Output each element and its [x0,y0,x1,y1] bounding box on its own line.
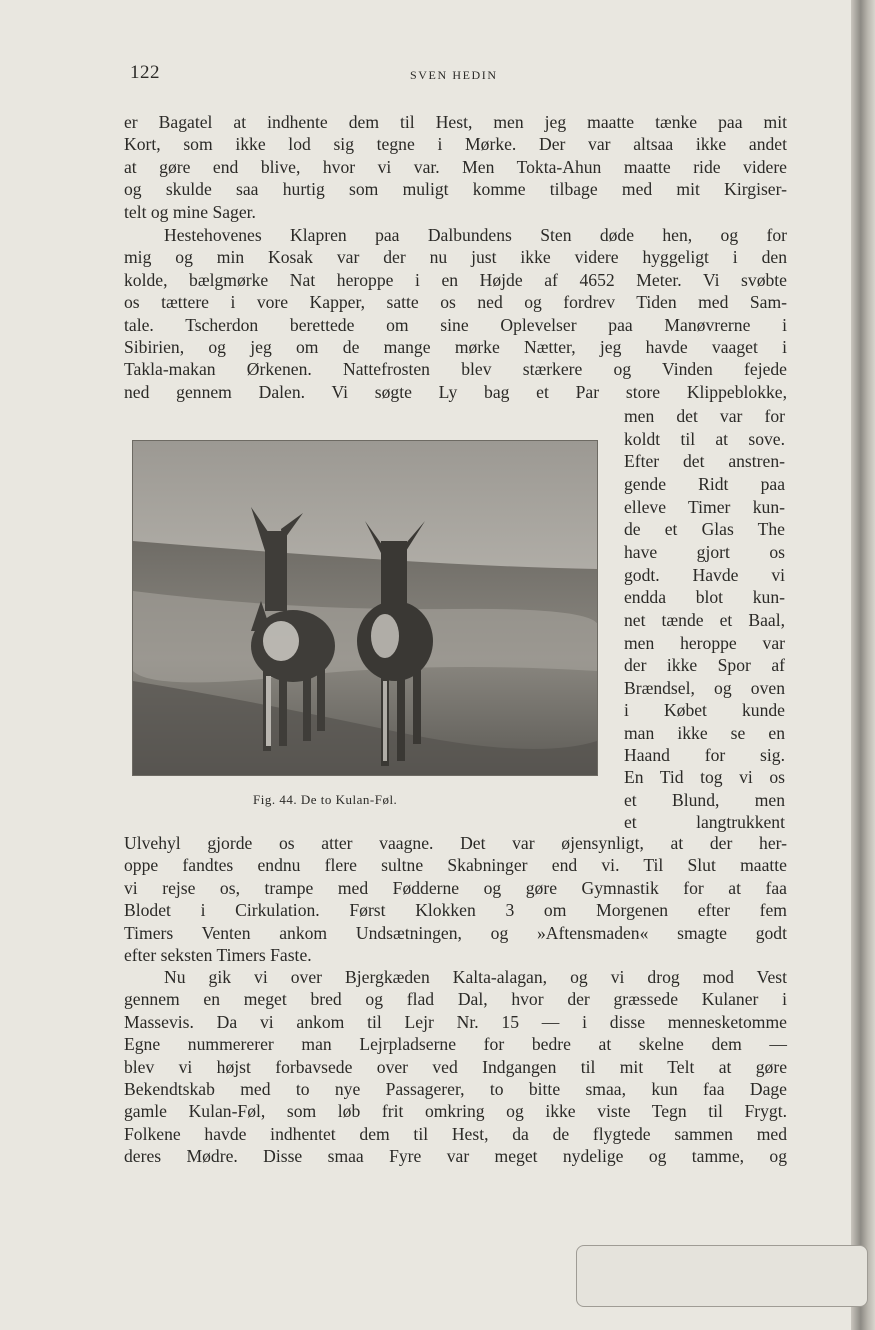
text-line: Folkene havde indhentet dem til Hest, da de flygtede sammen med [124,1123,787,1144]
text-line: Kort, som ikke lod sig tegne i Mørke. Der var altsaa ikke andet [124,134,787,155]
text-line: Blodet i Cirkulation. Først Klokken 3 om Morgenen efter fem [124,900,787,921]
column-line: have gjort os [624,542,785,562]
page-header [130,62,790,86]
text-line: deres Mødre. Disse smaa Fyre var meget nydelige og tamme, og [124,1146,787,1167]
text-line: ned gennem Dalen. Vi søgte Ly bag et Par store Klippeblokke, [124,381,787,402]
column-line: gende Ridt paa [624,474,785,494]
photo-illustration [133,441,597,775]
text-line: blev vi højst forbavsede over ved Indgangen til mit Telt at gøre [124,1056,787,1077]
text-line: Takla-makan Ørkenen. Nattefrosten blev stærkere og Vinden fejede [124,359,787,380]
text-line: Ulvehyl gjorde os atter vaagne. Det var øjensynligt, at der her- [124,833,787,853]
column-line: man ikke se en [624,723,785,743]
column-line: Haand for sig. [624,745,785,765]
figure-caption: Fig. 44. De to Kulan-Føl. [253,792,398,807]
page-number: 122 [130,62,160,83]
text-line: vi rejse os, trampe med Fødderne og gøre Gymnastik for at faa [124,877,787,898]
text-line: telt og mine Sager. [124,201,256,222]
column-line: godt. Havde vi [624,565,785,585]
paragraph-3 [124,966,787,1168]
text-line: Bekendtskab med to nye Passagerer, to bitte smaa, kun faa Dage [124,1079,787,1100]
text-line: er Bagatel at indhente dem til Hest, men jeg maatte tænke paa mit [124,112,787,132]
paragraph-2-bottom [124,832,787,966]
running-head: SVEN HEDIN [410,68,498,82]
column-line: En Tid tog vi os [624,767,785,787]
column-line: et langtrukkent [624,812,785,832]
paragraph-1 [124,111,787,223]
column-line: men det var for [624,406,785,426]
column-line: net tænde et Baal, [624,610,785,630]
column-line: et Blund, men [624,790,785,810]
column-line: koldt til at sove. [624,429,785,449]
text-line: gennem en meget bred og flad Dal, hvor der græssede Kulaner i [124,989,787,1010]
text-line: og skulde saa hurtig som muligt komme tilbage med mit Kirgiser- [124,179,787,200]
text-line: Timers Venten ankom Undsætningen, og »Aftensmaden« smagte godt [124,922,787,943]
column-line: elleve Timer kun- [624,497,785,517]
column-line: Efter det anstren- [624,451,785,471]
text-line: efter seksten Timers Faste. [124,945,312,966]
text-line: oppe fandtes endnu flere sultne Skabninger end vi. Til Slut maatte [124,855,787,876]
text-line: os tættere i vore Kapper, satte os ned og fordrev Tiden med Sam- [124,292,787,313]
text-line: kolde, bælgmørke Nat heroppe i en Højde af 4652 Meter. Vi svøbte [124,269,787,290]
page-tab-marker [576,1245,868,1307]
column-line: endda blot kun- [624,587,785,607]
column-line: der ikke Spor af [624,655,785,675]
text-line: Massevis. Da vi ankom til Lejr Nr. 15 — i disse mennesketomme [124,1011,787,1032]
text-line: mig og min Kosak var der nu just ikke videre hyggeligt i den [124,247,787,268]
figure-photo-kulan-foals [132,440,598,776]
text-line: Nu gik vi over Bjergkæden Kalta-alagan, og vi drog mod Vest [164,967,787,987]
text-line: gamle Kulan-Føl, som løb frit omkring og ikke viste Tegn til Frygt. [124,1101,787,1122]
paragraph-2-top [124,224,787,403]
text-line: tale. Tscherdon berettede om sine Oplevelser paa Manøvrerne i [124,314,787,335]
column-line: Brændsel, og oven [624,678,785,698]
column-line: de et Glas The [624,519,785,539]
column-line: men heroppe var [624,633,785,653]
column-line: i Købet kunde [624,700,785,720]
page-edge-shadow [851,0,875,1330]
text-line: Hestehovenes Klapren paa Dalbundens Sten døde hen, og for [164,225,787,245]
text-line: at gøre end blive, hvor vi var. Men Tokta-Ahun maatte ride videre [124,156,787,177]
text-line: Sibirien, og jeg om de mange mørke Nætter, jeg havde vaaget i [124,337,787,358]
text-line: Egne nummererer man Lejrpladserne for bedre at skelne dem — [124,1034,787,1055]
